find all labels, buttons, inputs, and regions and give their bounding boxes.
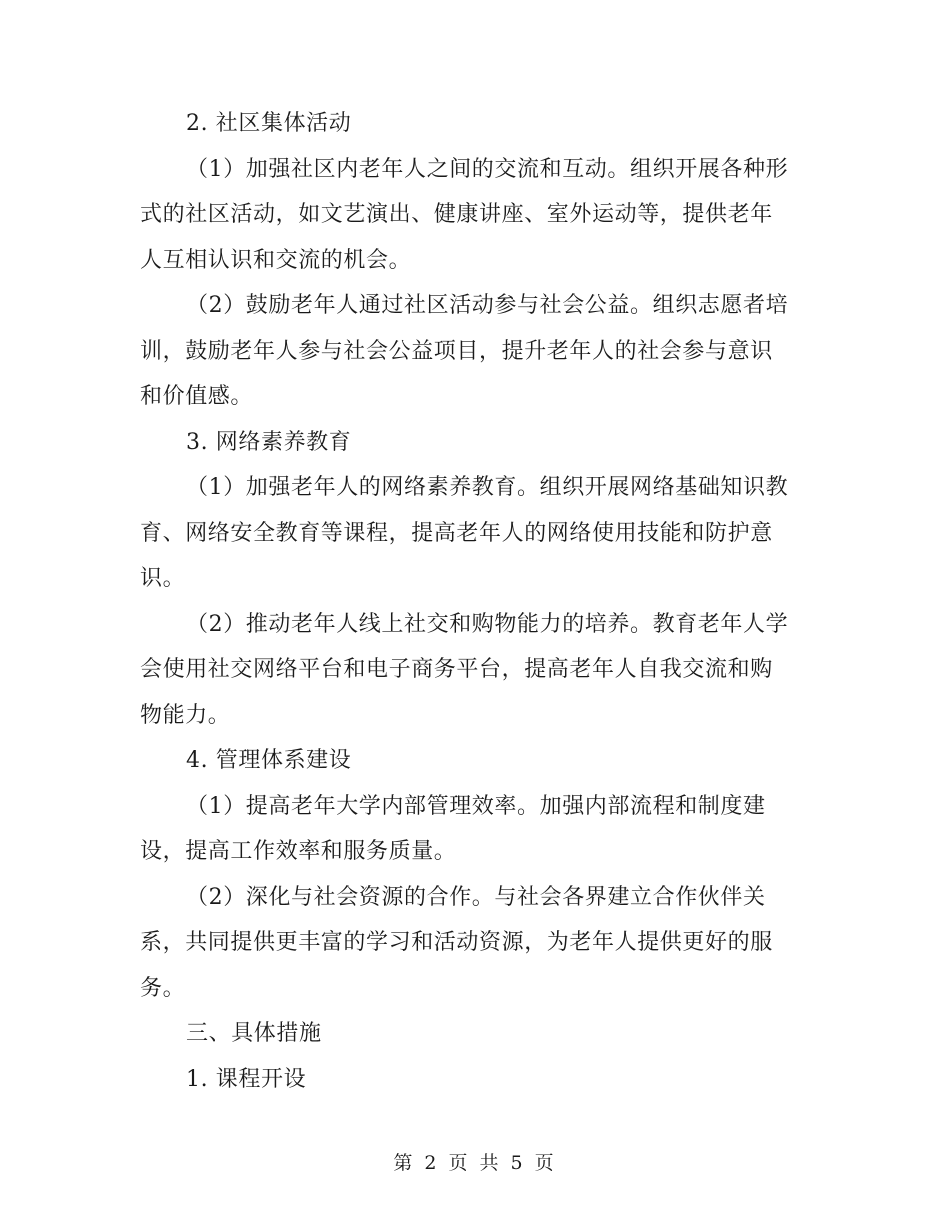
paragraph-line: （1）加强社区内老年人之间的交流和互动。组织开展各种形 [186, 156, 789, 182]
paragraph-line: （1）提高老年大学内部管理效率。加强内部流程和制度建 [186, 793, 766, 819]
paragraph-line: （1）加强老年人的网络素养教育。组织开展网络基础知识教 [186, 475, 789, 500]
section-heading: 3. 网络素养教育 [186, 429, 352, 455]
paragraph-line: 人互相认识和交流的机会。 [140, 247, 412, 273]
paragraph-line: 式的社区活动，如文艺演出、健康讲座、室外运动等，提供老年 [140, 202, 773, 227]
page-number-footer: 第 2 页 共 5 页 [393, 1152, 557, 1174]
paragraph-line: （2）推动老年人线上社交和购物能力的培养。教育老年人学 [186, 611, 789, 637]
paragraph-line: 会使用社交网络平台和电子商务平台，提高老年人自我交流和购 [140, 657, 773, 682]
paragraph-line: 育、网络安全教育等课程，提高老年人的网络使用技能和防护意 [140, 520, 773, 546]
paragraph-line: （2）深化与社会资源的合作。与社会各界建立合作伙伴关 [186, 884, 766, 910]
section-heading: 2. 社区集体活动 [186, 111, 352, 136]
chapter-heading: 三、具体措施 [186, 1021, 322, 1046]
section-heading: 4. 管理体系建设 [186, 748, 352, 773]
paragraph-line: 设，提高工作效率和服务质量。 [140, 839, 457, 864]
section-heading: 1. 课程开设 [186, 1066, 307, 1092]
paragraph-line: （2）鼓励老年人通过社区活动参与社会公益。组织志愿者培 [186, 293, 789, 318]
paragraph-line: 训，鼓励老年人参与社会公益项目，提升老年人的社会参与意识 [140, 338, 773, 364]
paragraph-line: 识。 [140, 566, 186, 591]
paragraph-line: 务。 [140, 975, 186, 1001]
paragraph-line: 系，共同提供更丰富的学习和活动资源，为老年人提供更好的服 [140, 930, 773, 955]
paragraph-line: 和价值感。 [140, 384, 254, 409]
document-body [140, 101, 810, 1102]
paragraph-line: 物能力。 [140, 702, 231, 728]
